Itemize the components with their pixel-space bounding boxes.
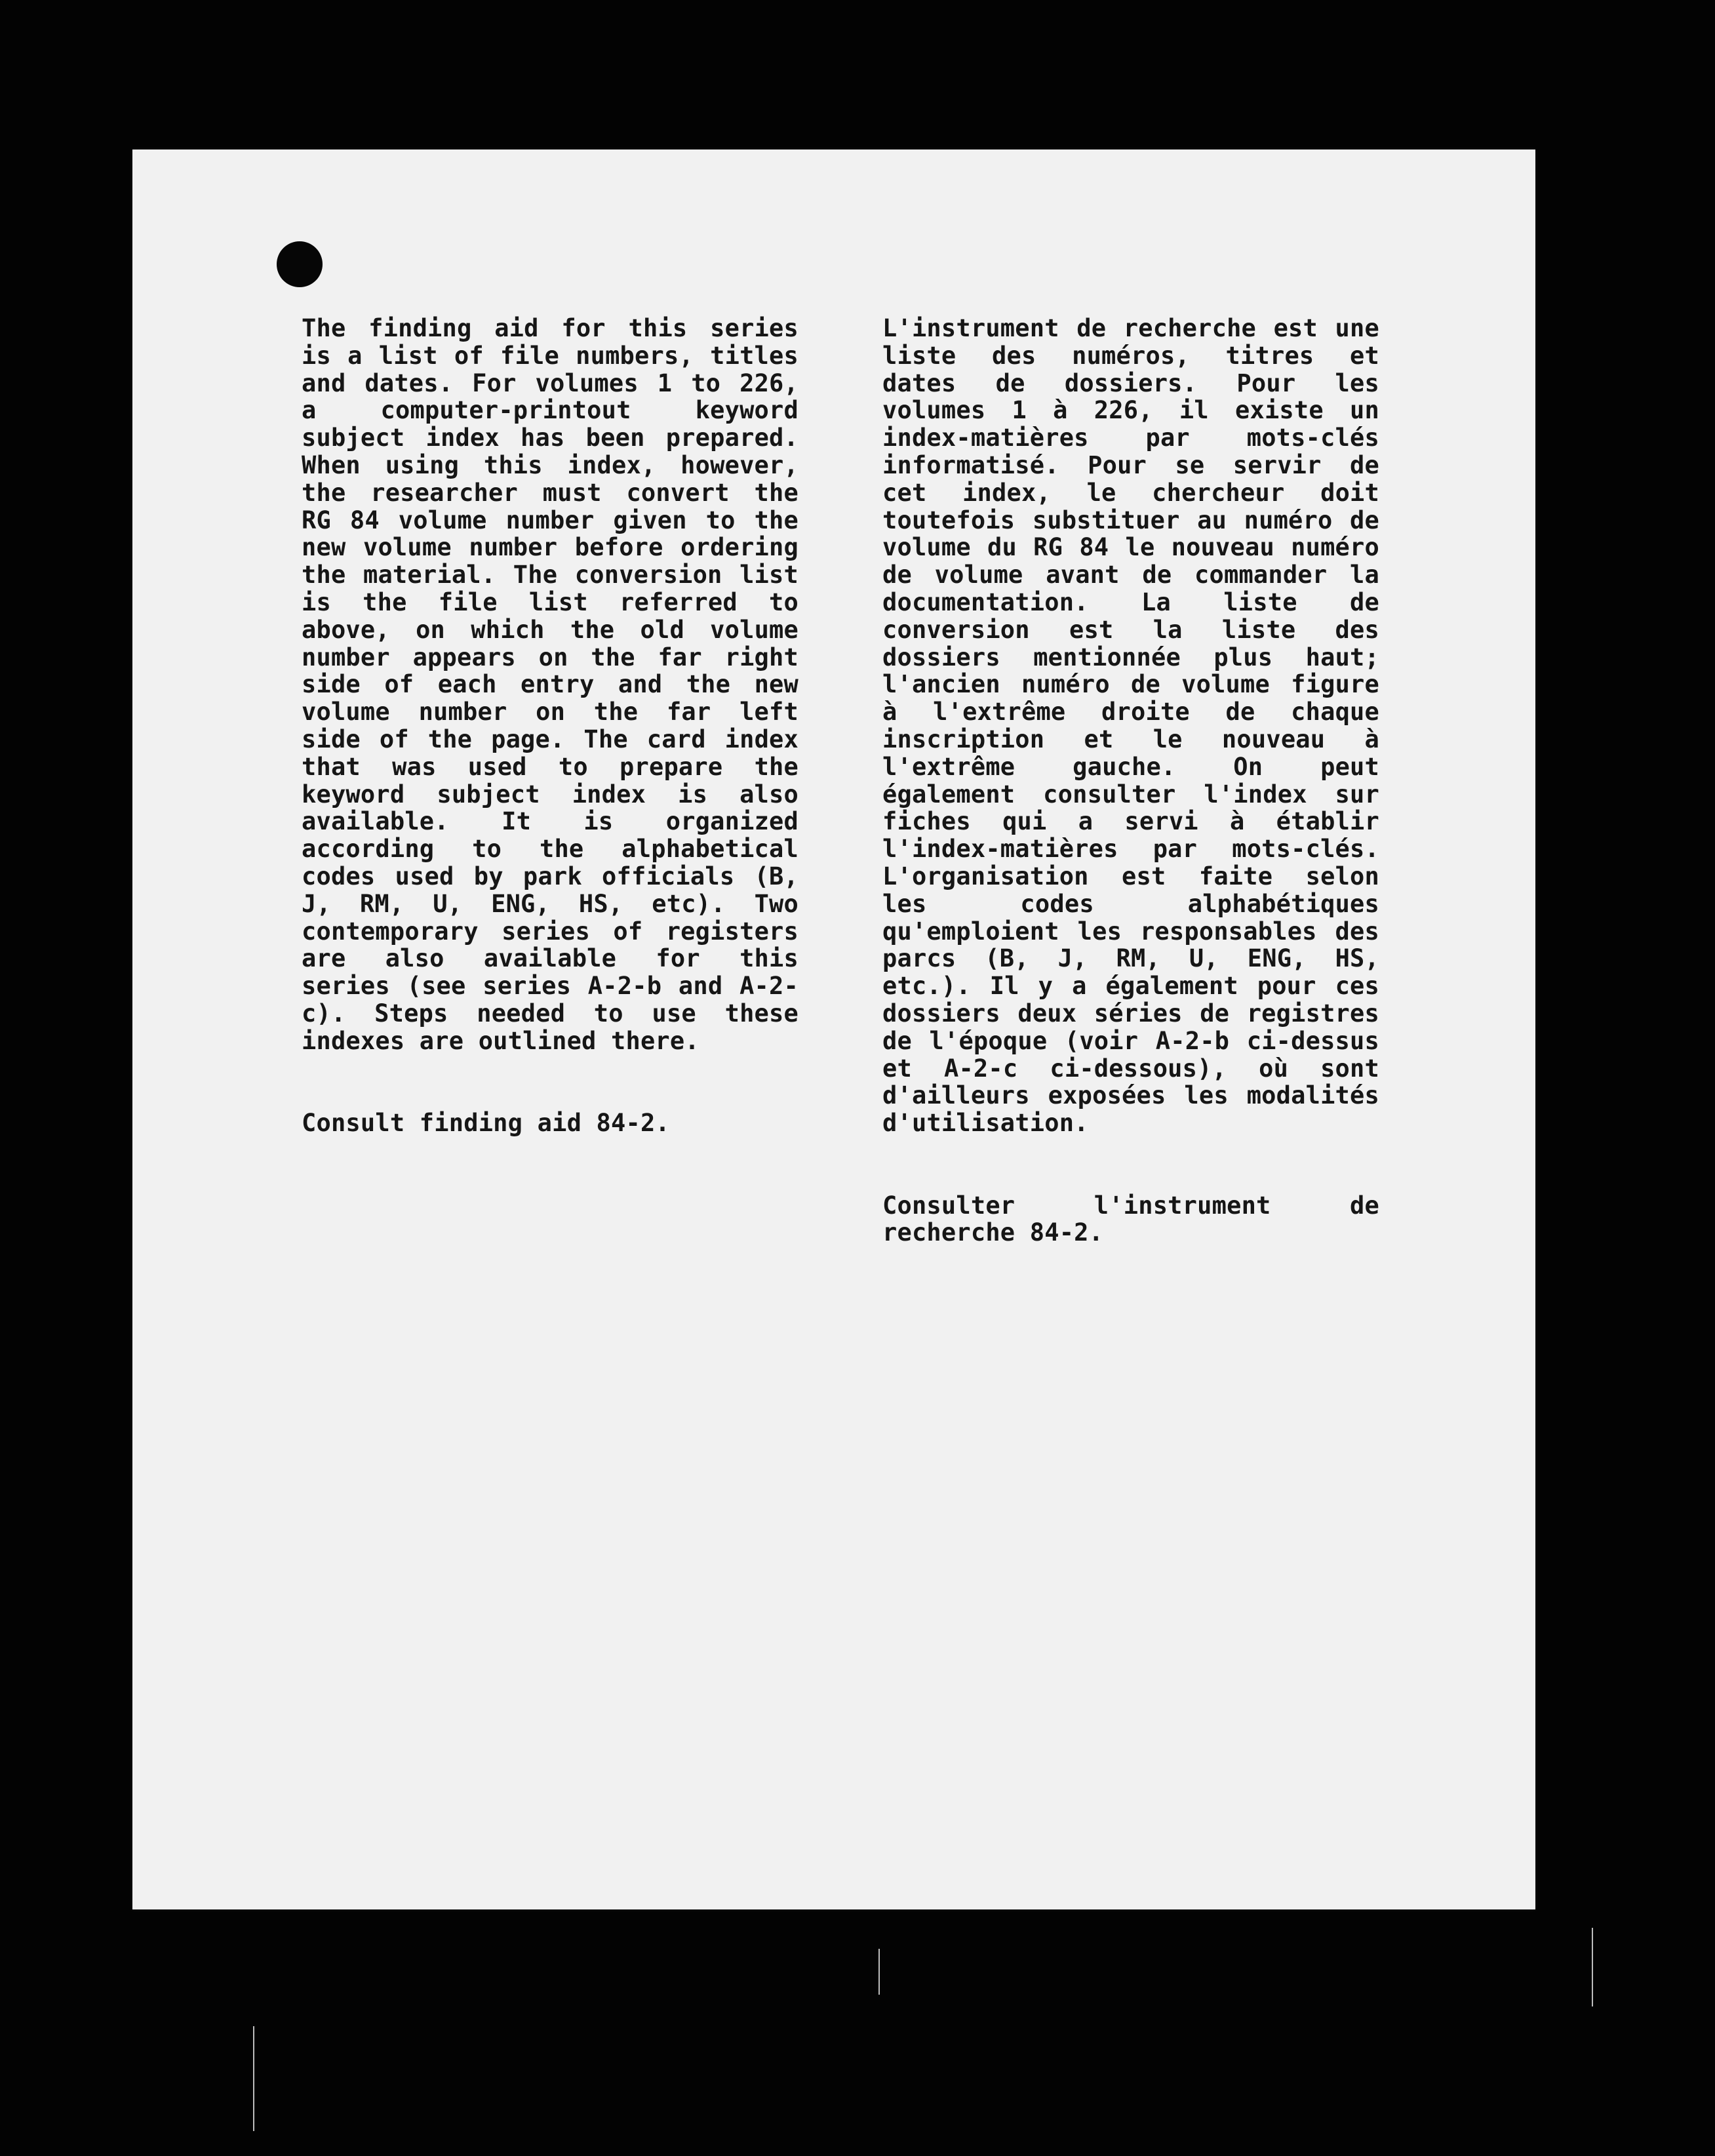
english-body-paragraph: The finding aid for this series is a list of file numbers, titles and dates. For volumes 1 to 226, a computer-printout keyword subject index has been prepared. When using this index, however, the researcher must convert the RG 84 volume number given to the new volume number before ordering the material. The conversion list is the file list referred to above, on which the old volume number appears on the far right side of each entry and the new volume number on the far left side of the page. The card index that was used to prepare the keyword subject index is also available. It is organized according to the alphabetical codes used by park officials (B, J, RM, U, ENG, HS, etc). Two contemporary series of registers are also available for this series (see series A-2-b and A-2-c). Steps needed to use these indexes are outlined there. bbox=[302, 314, 798, 1055]
french-body-paragraph: L'instrument de recherche est une liste des numéros, titres et dates de dossiers. Pour les volumes 1 à 226, il existe un index-matières par mots-clés informatisé. Pour se servir de cet index, le chercheur doit toutefois substituer au numéro de volume du RG 84 le nouveau numéro de volume avant de commander la documentation. La liste de conversion est la liste des dossiers mentionnée plus haut; l'ancien numéro de volume figure à l'extrême droite de chaque inscription et le nouveau à l'extrême gauche. On peut également consulter l'index sur fiches qui a servi à établir l'index-matières par mots-clés. L'organisation est faite selon les codes alphabétiques qu'emploient les responsables des parcs (B, J, RM, U, ENG, HS, etc.). Il y a également pour ces dossiers deux séries de registres de l'époque (voir A-2-b ci-dessus et A-2-c ci-dessous), où sont d'ailleurs exposées les modalités d'utilisation. bbox=[882, 314, 1379, 1138]
document-page bbox=[132, 150, 1535, 1909]
english-column bbox=[302, 315, 798, 1137]
scan-artifact-line bbox=[1592, 1928, 1593, 2006]
french-column bbox=[882, 315, 1379, 1247]
paragraph-spacer bbox=[882, 1137, 1379, 1192]
scan-artifact-line bbox=[253, 2026, 254, 2131]
paragraph-spacer bbox=[302, 1055, 798, 1110]
scan-artifact-line bbox=[878, 1949, 880, 1995]
punch-hole-mark bbox=[277, 241, 323, 287]
english-consult-line: Consult finding aid 84-2. bbox=[302, 1109, 670, 1138]
french-consult-line: Consulter l'instrument de recherche 84-2. bbox=[882, 1191, 1379, 1247]
